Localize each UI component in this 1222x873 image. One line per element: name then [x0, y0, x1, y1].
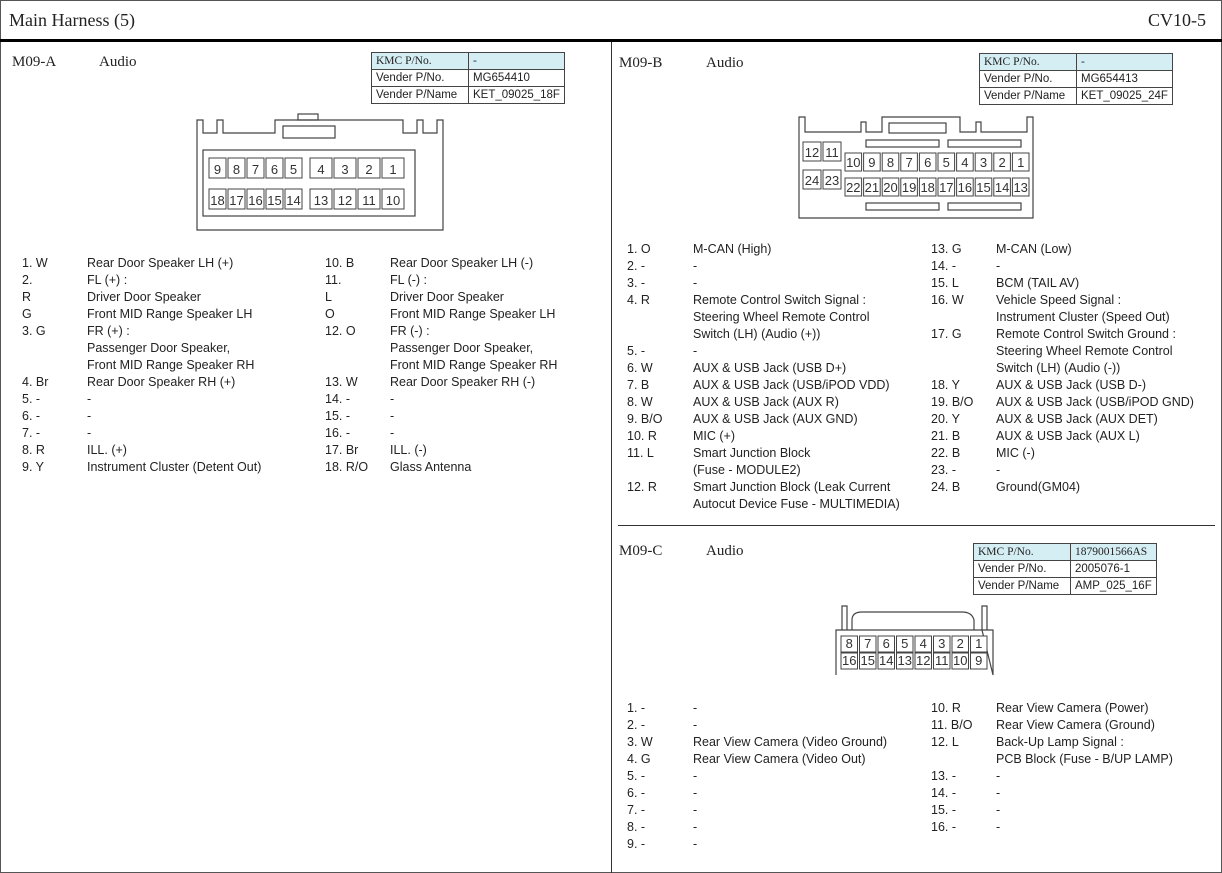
pin-number: 5 — [289, 162, 298, 177]
pin-wire: 11. — [325, 273, 342, 287]
pin-description: - — [996, 259, 1001, 273]
pin-number: 13 — [897, 653, 912, 668]
part-number-table — [371, 52, 565, 104]
pin-description: Smart Junction Block (Leak Current — [693, 480, 891, 494]
pin-wire: 19. B/O — [931, 395, 974, 409]
pin-description: Driver Door Speaker — [87, 290, 201, 304]
pin-wire: O — [325, 307, 335, 321]
pin-number: 17 — [229, 193, 244, 208]
pin-number: 10 — [385, 193, 401, 208]
pin-wire: 4. G — [627, 752, 651, 766]
pin-number: 7 — [905, 155, 913, 170]
pin-number: 16 — [842, 653, 857, 668]
part-label: KMC P/No. — [372, 53, 469, 70]
pin-description: MIC (-) — [996, 446, 1035, 460]
pin-description: FR (-) : — [390, 324, 430, 338]
pin-description: - — [87, 426, 92, 440]
connector-name: Audio — [706, 55, 744, 71]
pin-wire: R — [22, 290, 32, 304]
pin-description: AUX & USB Jack (AUX R) — [693, 395, 839, 409]
pin-number: 21 — [864, 180, 880, 195]
pin-wire: 4. R — [627, 293, 650, 307]
pin-wire: 9. B/O — [627, 412, 663, 426]
pin-wire: 15. L — [931, 276, 959, 290]
pin-description: AUX & USB Jack (USB D+) — [693, 361, 847, 375]
pin-wire: 14. - — [931, 786, 957, 800]
pin-description: - — [390, 392, 395, 406]
pin-number: 1 — [975, 636, 983, 651]
pin-number: 14 — [994, 180, 1010, 195]
pin-number: 18 — [210, 193, 225, 208]
pin-number: 1 — [1017, 155, 1025, 170]
pin-number: 12 — [337, 193, 353, 208]
pin-wire: 9. Y — [22, 460, 45, 474]
part-label: KMC P/No. — [980, 54, 1077, 71]
pin-wire: 10. R — [627, 429, 657, 443]
pin-description: AUX & USB Jack (USB D-) — [996, 378, 1147, 392]
pin-description: - — [693, 820, 698, 834]
page-title: Main Harness (5) — [9, 10, 135, 30]
pin-wire: 16. - — [931, 820, 957, 834]
pin-description: ILL. (-) — [390, 443, 427, 457]
pin-number: 7 — [251, 162, 260, 177]
pin-description: Steering Wheel Remote Control — [996, 344, 1173, 358]
pin-number: 19 — [901, 180, 917, 195]
pin-description: Instrument Cluster (Speed Out) — [996, 310, 1170, 324]
pin-description: - — [87, 409, 92, 423]
part-value: KET_09025_18F — [469, 87, 565, 104]
pin-description: - — [996, 769, 1001, 783]
part-row — [974, 578, 1157, 595]
pin-number: 20 — [883, 180, 898, 195]
pin-description: - — [693, 259, 698, 273]
pin-description: - — [996, 820, 1001, 834]
part-row — [372, 70, 565, 87]
pin-description: Rear Door Speaker RH (-) — [390, 375, 536, 389]
pin-description: - — [693, 718, 698, 732]
pin-number: 17 — [939, 180, 954, 195]
pin-wire: 11. B/O — [931, 718, 973, 732]
pin-description: Rear View Camera (Video Out) — [693, 752, 866, 766]
connector-id: M09-A — [12, 54, 57, 70]
pin-wire: 1. - — [627, 701, 646, 715]
pin-description: - — [390, 409, 395, 423]
pin-description: Autocut Device Fuse - MULTIMEDIA) — [693, 497, 900, 511]
pin-description: Rear Door Speaker RH (+) — [87, 375, 236, 389]
part-number-table — [979, 53, 1173, 105]
part-row — [980, 71, 1173, 88]
connector-rib — [948, 140, 1021, 147]
part-label: Vender P/Name — [372, 87, 469, 104]
part-label: Vender P/Name — [974, 578, 1071, 595]
connector-rib — [948, 203, 1021, 210]
pin-number: 22 — [846, 180, 861, 195]
connector-name: Audio — [706, 543, 744, 559]
pin-description: M-CAN (Low) — [996, 242, 1072, 256]
pin-wire: 5. - — [627, 769, 646, 783]
pin-number: 9 — [213, 162, 222, 177]
pin-wire: 24. B — [931, 480, 961, 494]
pin-wire: 2. - — [627, 259, 646, 273]
pin-wire: 23. - — [931, 463, 957, 477]
pin-number: 5 — [901, 636, 909, 651]
pin-wire: 3. - — [627, 276, 646, 290]
pin-description: - — [996, 786, 1001, 800]
pin-wire: 20. Y — [931, 412, 960, 426]
pin-wire: 16. - — [325, 426, 351, 440]
pin-wire: L — [325, 290, 332, 304]
pin-description: Glass Antenna — [390, 460, 472, 474]
pin-wire: 12. O — [325, 324, 356, 338]
pin-wire: 13. W — [325, 375, 358, 389]
pin-wire: 13. G — [931, 242, 962, 256]
pin-number: 24 — [804, 173, 820, 188]
pin-description: Rear View Camera (Ground) — [996, 718, 1155, 732]
part-value: MG654413 — [1077, 71, 1173, 88]
pin-description: AUX & USB Jack (USB/iPOD GND) — [996, 395, 1194, 409]
pin-number: 6 — [270, 162, 279, 177]
pin-number: 14 — [286, 193, 301, 208]
pin-number: 11 — [935, 653, 949, 668]
pin-number: 2 — [956, 636, 964, 651]
pin-number: 3 — [938, 636, 946, 651]
pin-description: Passenger Door Speaker, — [390, 341, 534, 355]
pin-wire: 5. - — [627, 344, 646, 358]
part-row — [980, 88, 1173, 105]
pin-wire: 9. - — [627, 837, 646, 851]
pin-wire: 6. - — [22, 409, 41, 423]
pin-description: AUX & USB Jack (USB/iPOD VDD) — [693, 378, 890, 392]
pin-wire: 12. L — [931, 735, 959, 749]
connector-id: M09-C — [619, 543, 663, 559]
part-row — [980, 54, 1173, 71]
pin-description: - — [693, 276, 698, 290]
pin-number: 13 — [1013, 180, 1028, 195]
pin-description: Smart Junction Block — [693, 446, 811, 460]
pin-wire: 6. - — [627, 786, 646, 800]
pin-wire: G — [22, 307, 32, 321]
pin-description: - — [996, 463, 1001, 477]
pin-wire: 8. - — [627, 820, 646, 834]
pin-description: - — [390, 426, 395, 440]
pin-description: ILL. (+) — [87, 443, 127, 457]
pin-description: - — [693, 701, 698, 715]
pin-number: 23 — [824, 173, 840, 188]
pin-wire: 1. O — [627, 242, 651, 256]
pin-description: Front MID Range Speaker LH — [390, 307, 556, 321]
pin-wire: 10. B — [325, 256, 355, 270]
pin-number: 11 — [362, 193, 376, 208]
pin-description: Front MID Range Speaker RH — [87, 358, 255, 372]
pin-description: - — [87, 392, 92, 406]
pin-number: 6 — [882, 636, 890, 651]
pin-description: FL (+) : — [87, 273, 128, 287]
part-value: AMP_025_16F — [1071, 578, 1157, 595]
pin-number: 16 — [248, 193, 263, 208]
pin-description: M-CAN (High) — [693, 242, 772, 256]
pin-description: - — [693, 344, 698, 358]
pin-wire: 12. R — [627, 480, 657, 494]
pin-wire: 3. W — [627, 735, 653, 749]
part-label: KMC P/No. — [974, 544, 1071, 561]
pin-number: 14 — [879, 653, 894, 668]
pin-description: Ground(GM04) — [996, 480, 1081, 494]
pin-number: 9 — [868, 155, 876, 170]
pin-number: 15 — [860, 653, 875, 668]
pin-description: FL (-) : — [390, 273, 428, 287]
pin-description: PCB Block (Fuse - B/UP LAMP) — [996, 752, 1173, 766]
pin-number: 15 — [976, 180, 991, 195]
connector-id: M09-B — [619, 55, 663, 71]
pin-number: 5 — [942, 155, 950, 170]
pin-number: 12 — [804, 145, 820, 160]
part-value: - — [1077, 54, 1173, 71]
part-value: 2005076-1 — [1071, 561, 1157, 578]
pin-number: 8 — [845, 636, 853, 651]
pin-number: 1 — [389, 162, 397, 177]
part-row — [974, 544, 1157, 561]
connector-latch — [889, 123, 946, 133]
pin-wire: 18. Y — [931, 378, 960, 392]
pin-wire: 8. W — [627, 395, 653, 409]
pin-description: Rear Door Speaker LH (-) — [390, 256, 534, 270]
pin-wire: 7. - — [627, 803, 646, 817]
pin-description: BCM (TAIL AV) — [996, 276, 1080, 290]
pin-number: 10 — [953, 653, 968, 668]
pin-description: MIC (+) — [693, 429, 736, 443]
part-value: MG654410 — [469, 70, 565, 87]
pin-number: 4 — [317, 162, 325, 177]
pin-description: Remote Control Switch Signal : — [693, 293, 866, 307]
pin-number: 8 — [232, 162, 241, 177]
pin-description: Switch (LH) (Audio (+)) — [693, 327, 821, 341]
pin-wire: 17. Br — [325, 443, 359, 457]
pin-description: - — [693, 769, 698, 783]
part-value: KET_09025_24F — [1077, 88, 1173, 105]
page-code: CV10-5 — [1148, 10, 1206, 30]
connector-rib — [866, 203, 939, 210]
pin-wire: 10. R — [931, 701, 961, 715]
pin-wire: 3. G — [22, 324, 46, 338]
pin-description: - — [996, 803, 1001, 817]
pin-description: - — [693, 786, 698, 800]
pin-description: Passenger Door Speaker, — [87, 341, 231, 355]
pin-description: Remote Control Switch Ground : — [996, 327, 1176, 341]
part-row — [974, 561, 1157, 578]
pin-number: 18 — [920, 180, 935, 195]
pin-number: 11 — [825, 145, 839, 160]
pin-description: Rear View Camera (Video Ground) — [693, 735, 888, 749]
pin-description: - — [693, 837, 698, 851]
part-label: Vender P/No. — [980, 71, 1077, 88]
part-row — [372, 87, 565, 104]
pin-number: 12 — [916, 653, 931, 668]
pin-wire: 5. - — [22, 392, 41, 406]
pin-description: AUX & USB Jack (AUX L) — [996, 429, 1140, 443]
pin-description: Front MID Range Speaker LH — [87, 307, 253, 321]
pin-description: Rear View Camera (Power) — [996, 701, 1149, 715]
pin-number: 6 — [924, 155, 932, 170]
part-label: Vender P/No. — [372, 70, 469, 87]
part-label: Vender P/No. — [974, 561, 1071, 578]
pin-description: Rear Door Speaker LH (+) — [87, 256, 234, 270]
pin-number: 7 — [864, 636, 872, 651]
pin-wire: 18. R/O — [325, 460, 369, 474]
pin-number: 3 — [979, 155, 988, 170]
pin-description: Front MID Range Speaker RH — [390, 358, 558, 372]
pin-wire: 13. - — [931, 769, 957, 783]
pin-wire: 16. W — [931, 293, 964, 307]
part-value: 1879001566AS — [1071, 544, 1157, 561]
pin-wire: 14. - — [325, 392, 351, 406]
pin-wire: 6. W — [627, 361, 653, 375]
pin-description: Back-Up Lamp Signal : — [996, 735, 1124, 749]
pin-description: (Fuse - MODULE2) — [693, 463, 801, 477]
pin-number: 16 — [957, 180, 973, 195]
pin-wire: 14. - — [931, 259, 957, 273]
pin-number: 2 — [998, 155, 1006, 170]
pin-description: - — [693, 803, 698, 817]
pin-number: 15 — [267, 193, 282, 208]
pin-description: Instrument Cluster (Detent Out) — [87, 460, 262, 474]
pin-number: 4 — [961, 155, 969, 170]
pin-number: 10 — [846, 155, 861, 170]
connector-latch — [283, 126, 335, 138]
pin-number: 2 — [365, 162, 373, 177]
pin-description: Driver Door Speaker — [390, 290, 504, 304]
connector-name: Audio — [99, 54, 137, 70]
pin-number: 4 — [919, 636, 927, 651]
pin-description: AUX & USB Jack (AUX DET) — [996, 412, 1158, 426]
pin-description: FR (+) : — [87, 324, 130, 338]
pin-wire: 15. - — [931, 803, 957, 817]
part-value: - — [469, 53, 565, 70]
pin-wire: 21. B — [931, 429, 961, 443]
pin-wire: 2. - — [627, 718, 646, 732]
pin-wire: 4. Br — [22, 375, 49, 389]
pin-description: Vehicle Speed Signal : — [996, 293, 1122, 307]
pin-wire: 1. W — [22, 256, 48, 270]
pin-number: 9 — [975, 653, 983, 668]
pin-number: 3 — [341, 162, 349, 177]
pin-wire: 22. B — [931, 446, 961, 460]
part-row — [372, 53, 565, 70]
pin-wire: 7. - — [22, 426, 41, 440]
part-label: Vender P/Name — [980, 88, 1077, 105]
connector-rib — [866, 140, 939, 147]
pin-number: 13 — [313, 193, 329, 208]
pin-wire: 11. L — [627, 446, 654, 460]
pin-description: Steering Wheel Remote Control — [693, 310, 870, 324]
pin-wire: 7. B — [627, 378, 650, 392]
pin-wire: 15. - — [325, 409, 351, 423]
pin-wire: 8. R — [22, 443, 45, 457]
part-number-table — [973, 543, 1157, 595]
connector-tab — [298, 114, 318, 120]
pin-description: Switch (LH) (Audio (-)) — [996, 361, 1121, 375]
pin-wire: 17. G — [931, 327, 962, 341]
pin-wire: 2. — [22, 273, 33, 287]
pin-number: 8 — [886, 155, 895, 170]
pin-description: AUX & USB Jack (AUX GND) — [693, 412, 858, 426]
